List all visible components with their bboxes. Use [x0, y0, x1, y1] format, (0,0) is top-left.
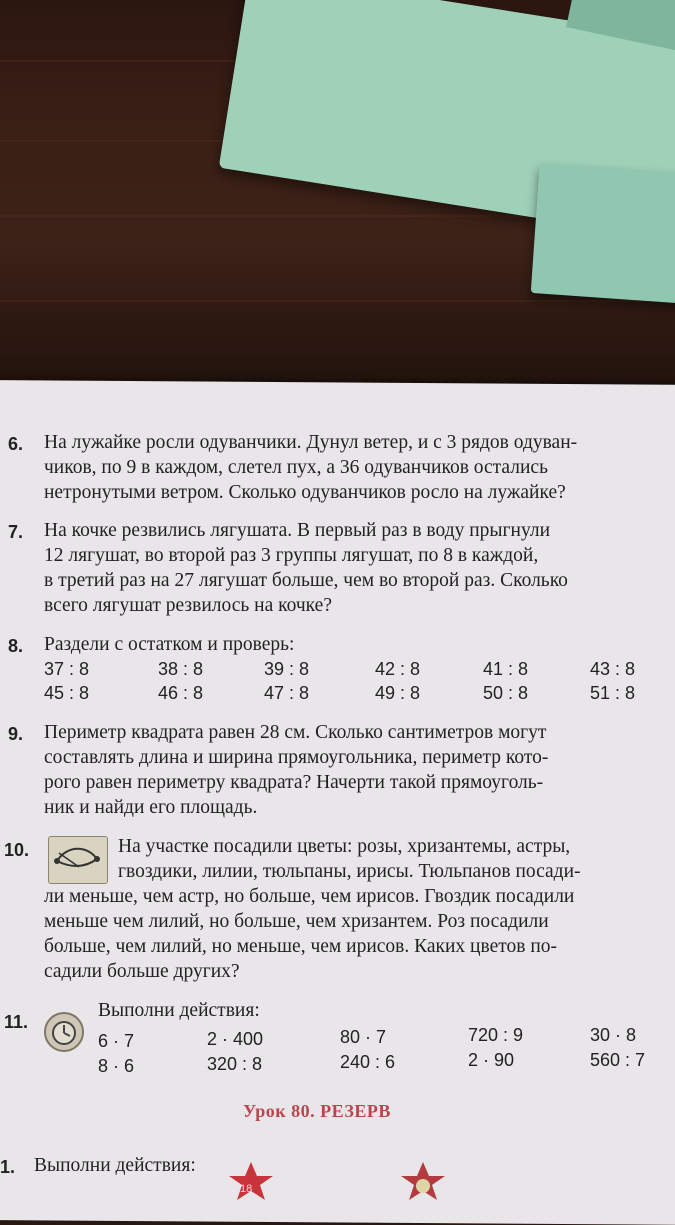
division-expression: 45 : 8: [44, 683, 90, 703]
task-text-line: чиков, по 9 в каждом, слетел пух, а 36 одуванчиков остались: [44, 457, 548, 478]
task-text-line: составлять длина и ширина прямоугольника, периметр кото-: [44, 747, 549, 768]
task-number: 6.: [8, 434, 24, 454]
math-expression: 240 : 6: [340, 1052, 396, 1072]
task-number: 7.: [8, 522, 24, 542]
task-number: 9.: [8, 724, 24, 744]
task-text-line: ник и найди его площадь.: [44, 797, 258, 818]
math-expression: 2 · 400: [207, 1029, 264, 1049]
division-expression: 37 : 8: [44, 659, 90, 679]
lesson-title: Урок 80. РЕЗЕРВ: [243, 1101, 391, 1121]
task-number: 1.: [0, 1157, 16, 1177]
division-expression: 50 : 8: [483, 683, 529, 703]
task-text-line: всего лягушат резвилось на кочке?: [44, 595, 332, 616]
task-text-line: больше, чем лилий, но меньше, чем ирисов. Каких цветов по-: [44, 936, 558, 957]
division-expression: 41 : 8: [483, 659, 529, 679]
outline-star-icon: [400, 1162, 446, 1200]
math-expression: 6 · 7: [98, 1031, 135, 1051]
division-expression: 38 : 8: [158, 659, 204, 679]
logic-task-icon: [48, 836, 108, 884]
division-expression: 42 : 8: [375, 659, 421, 679]
division-expression: 51 : 8: [590, 683, 636, 703]
star-badge-number: 18: [240, 1183, 253, 1195]
math-expression: 8 · 6: [98, 1056, 135, 1076]
division-expression: 43 : 8: [590, 659, 636, 679]
task-heading: Раздели с остатком и проверь:: [44, 634, 295, 655]
task-number: 10.: [4, 840, 30, 860]
task-text-line: в третий раз на 27 лягушат больше, чем во второй раз. Сколько: [44, 570, 568, 591]
task-text-line: На участке посадили цветы: розы, хризантемы, астры,: [118, 836, 571, 857]
task-number: 11.: [4, 1012, 29, 1032]
division-expression: 39 : 8: [264, 659, 310, 679]
math-expression: 560 : 7: [590, 1050, 646, 1070]
math-expression: 720 : 9: [468, 1025, 524, 1045]
task-text-line: нетронутыми ветром. Сколько одуванчиков росло на лужайке?: [44, 482, 566, 503]
division-expression: 49 : 8: [375, 683, 421, 703]
math-expression: 30 · 8: [590, 1025, 637, 1045]
math-expression: 320 : 8: [207, 1054, 263, 1074]
math-expression: 80 · 7: [340, 1027, 387, 1047]
task-text-line: На лужайке росли одуванчики. Дунул ветер, и с 3 рядов одуван-: [44, 432, 578, 453]
task-text-line: гвоздики, лилии, тюльпаны, ирисы. Тюльпанов посади-: [118, 861, 581, 882]
task-text-line: рого равен периметру квадрата? Начерти такой прямоуголь-: [44, 772, 544, 793]
task-text-line: На кочке резвились лягушата. В первый раз в воду прыгнули: [44, 520, 551, 541]
task-text-line: садили больше других?: [44, 961, 240, 982]
math-expression: 2 · 90: [468, 1050, 515, 1070]
task-text-line: Периметр квадрата равен 28 см. Сколько сантиметров могут: [44, 722, 547, 743]
division-expression: 47 : 8: [264, 683, 310, 703]
task-text-line: ли меньше, чем астр, но больше, чем ирисов. Гвоздик посадили: [44, 886, 575, 907]
task-heading: Выполни действия:: [34, 1155, 196, 1176]
task-heading: Выполни действия:: [98, 1000, 260, 1021]
task-number: 8.: [8, 636, 24, 656]
division-expression: 46 : 8: [158, 683, 204, 703]
task-text-line: меньше чем лилий, но больше, чем хризантем. Роз посадили: [44, 911, 549, 932]
stopwatch-icon: [44, 1012, 84, 1052]
task-text-line: 12 лягушат, во второй раз 3 группы лягушат, по 8 в каждой,: [44, 545, 539, 566]
